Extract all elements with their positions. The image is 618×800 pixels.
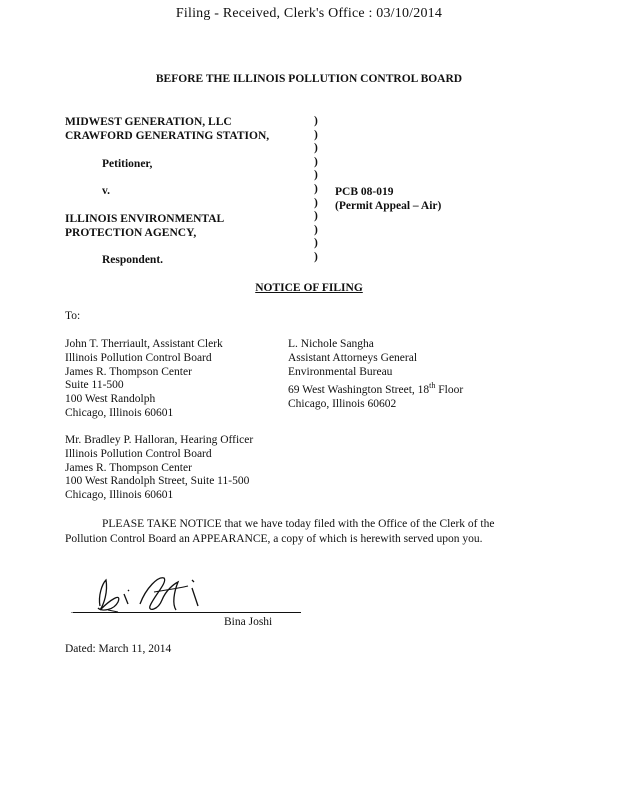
notice-title: NOTICE OF FILING (255, 282, 363, 294)
caption-paren-column (314, 115, 318, 265)
address-line: 100 West Randolph Street, Suite 11-500 (65, 475, 250, 488)
address-line: James R. Thompson Center (65, 365, 192, 378)
paren: ) (314, 128, 318, 141)
address-line: James R. Thompson Center (65, 461, 192, 474)
respondent-role: Respondent. (102, 254, 164, 266)
address-line: Chicago, Illinois 60602 (288, 398, 397, 411)
paren: ) (314, 115, 318, 127)
paren: ) (314, 169, 318, 182)
addressee-clerk (65, 338, 223, 421)
addressee-attorney (288, 338, 463, 412)
paren: ) (314, 223, 318, 236)
dated-line: Dated: March 11, 2014 (65, 643, 172, 655)
address-line: Mr. Bradley P. Halloran, Hearing Officer (65, 434, 254, 446)
petitioner-name-line-2: CRAWFORD GENERATING STATION, (65, 130, 270, 142)
body-line-1: PLEASE TAKE NOTICE that we have today filed with the Office of the Clerk of the (102, 518, 495, 530)
paren: ) (314, 250, 318, 263)
case-type: (Permit Appeal – Air) (335, 200, 442, 212)
address-line-floor: 69 West Washington Street, 18th Floor (288, 381, 464, 397)
addressee-hearing-officer (65, 434, 253, 503)
signature-line (73, 612, 301, 613)
address-line: L. Nichole Sangha (288, 338, 374, 350)
respondent-name-line-1: ILLINOIS ENVIRONMENTAL (65, 213, 225, 225)
paren: ) (314, 237, 318, 250)
filing-stamp: Filing - Received, Clerk's Office : 03/10/2014 (175, 6, 443, 21)
signer-name: Bina Joshi (224, 616, 273, 628)
petitioner-name-line-1: MIDWEST GENERATION, LLC (65, 116, 232, 128)
address-line: Chicago, Illinois 60601 (65, 406, 174, 419)
address-line: Environmental Bureau (288, 365, 393, 378)
body-line-2: Pollution Control Board an APPEARANCE, a copy of which is herewith served upon you. (65, 533, 483, 545)
versus: v. (102, 185, 110, 197)
petitioner-role: Petitioner, (102, 158, 153, 170)
paren: ) (314, 196, 318, 209)
paren: ) (314, 210, 318, 223)
address-line: Illinois Pollution Control Board (65, 351, 212, 364)
address-line: Assistant Attorneys General (288, 351, 418, 364)
paren: ) (314, 182, 318, 195)
paren: ) (314, 155, 318, 168)
respondent-name-line-2: PROTECTION AGENCY, (65, 227, 197, 239)
paren: ) (314, 142, 318, 155)
address-line: John T. Therriault, Assistant Clerk (65, 338, 223, 350)
to-label: To: (65, 310, 81, 322)
case-number: PCB 08-019 (335, 186, 394, 198)
address-line: Illinois Pollution Control Board (65, 447, 212, 460)
signature-dash-marks: – – (71, 607, 86, 617)
board-title: BEFORE THE ILLINOIS POLLUTION CONTROL BOARD (155, 73, 463, 85)
signature-image (88, 570, 218, 618)
address-line: Suite 11-500 (65, 379, 124, 392)
address-line: Chicago, Illinois 60601 (65, 489, 174, 502)
address-line: 100 West Randolph (65, 393, 156, 406)
